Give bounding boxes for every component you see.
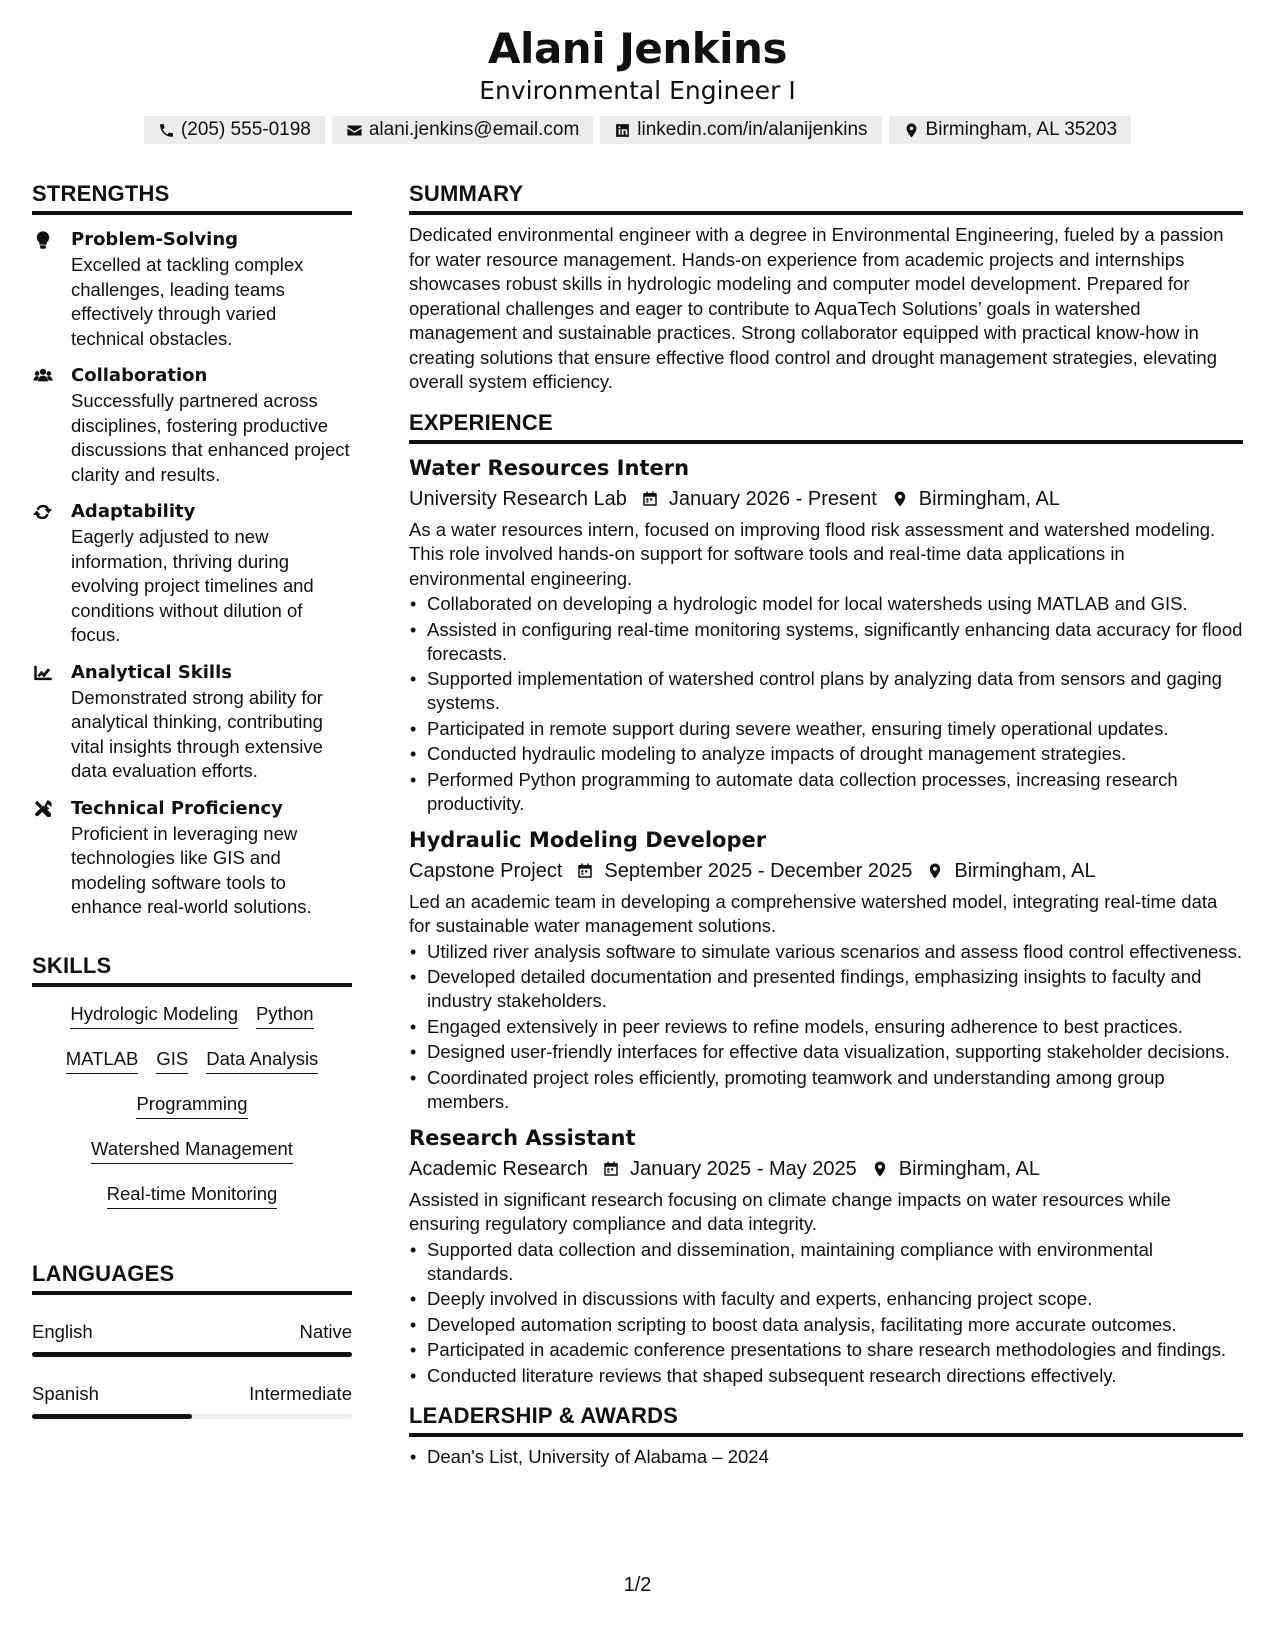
achievement-item: • Utilized river analysis software to simulate various scenarios and assess flood control effectiveness.: [409, 940, 1243, 964]
language-bar: [32, 1414, 352, 1419]
award-item: • Dean's List, University of Alabama – 2024: [409, 1445, 1243, 1469]
skill-row: [32, 1001, 352, 1046]
strength-item: [32, 227, 352, 351]
linkedin-icon: [614, 122, 631, 139]
skill-tag: Python: [256, 1001, 314, 1029]
skill-tag: Programming: [136, 1091, 247, 1119]
achievement-item: • Supported implementation of watershed control plans by analyzing data from sensors and gaging systems.: [409, 667, 1243, 715]
strength-desc: Eagerly adjusted to new information, thriving during evolving project timelines and conditions without dilution of focus.: [71, 526, 314, 645]
position-title: Research Assistant: [409, 1125, 636, 1150]
chart-line-icon: [33, 663, 53, 683]
envelope-icon: [346, 122, 363, 139]
calendar-icon: [602, 1160, 620, 1178]
map-pin-icon: [871, 1160, 889, 1178]
strength-desc: Successfully partnered across disciplines, fostering productive discussions that enhanced project clarity and results.: [71, 390, 350, 485]
contact-email[interactable]: [332, 116, 593, 144]
summary-heading: SUMMARY: [409, 180, 1243, 215]
map-pin-icon: [903, 122, 920, 139]
achievement-list: [409, 940, 1243, 1114]
strength-item: [32, 499, 352, 648]
left-column: [32, 180, 352, 1443]
strength-item: [32, 363, 352, 487]
language-bar: [32, 1352, 352, 1357]
job-location: Birmingham, AL: [954, 859, 1096, 882]
contact-email-text: alani.jenkins@email.com: [368, 119, 580, 140]
tools-icon: [33, 799, 53, 819]
phone-icon: [158, 122, 175, 139]
experience-entry: [409, 1124, 1243, 1388]
leadership-heading: LEADERSHIP & AWARDS: [409, 1402, 1243, 1437]
candidate-name: Alani Jenkins: [488, 24, 787, 73]
organization: Capstone Project: [409, 859, 563, 882]
achievement-item: • Assisted in configuring real-time monitoring systems, significantly enhancing data accuracy for flood forecasts.: [409, 618, 1243, 666]
skill-row: [32, 1046, 352, 1091]
job-title: Environmental Engineer I: [479, 76, 796, 105]
achievement-item: • Collaborated on developing a hydrologic model for local watersheds using MATLAB and GIS.: [409, 592, 1243, 616]
strength-title: Collaboration: [71, 365, 208, 386]
achievement-item: • Conducted hydraulic modeling to analyze impacts of drought management strategies.: [409, 742, 1243, 766]
achievement-item: • Designed user-friendly interfaces for effective data visualization, supporting stakeholder decisions.: [409, 1040, 1243, 1064]
achievement-item: • Deeply involved in discussions with faculty and experts, enhancing project scope.: [409, 1287, 1243, 1311]
map-pin-icon: [891, 490, 909, 508]
job-location: Birmingham, AL: [898, 1157, 1040, 1180]
achievement-item: • Supported data collection and dissemination, maintaining compliance with environmental standards.: [409, 1238, 1243, 1286]
date-range: September 2025 - December 2025: [604, 859, 913, 882]
strength-desc: Excelled at tackling complex challenges, leading teams effectively through varied technical obstacles.: [71, 254, 304, 349]
date-range: January 2026 - Present: [668, 487, 877, 510]
skills-list: [32, 1001, 352, 1226]
language-row: [32, 1319, 352, 1345]
strength-title: Adaptability: [71, 501, 196, 522]
organization: Academic Research: [409, 1157, 588, 1180]
job-location: Birmingham, AL: [918, 487, 1060, 510]
users-icon: [33, 366, 53, 386]
achievement-list: [409, 592, 1243, 816]
skill-tag: Hydrologic Modeling: [70, 1001, 238, 1029]
strength-title: Problem-Solving: [71, 229, 239, 250]
position-meta: [409, 484, 1243, 514]
awards-list: [409, 1445, 1243, 1469]
contact-bar: [0, 116, 1275, 144]
achievement-item: • Engaged extensively in peer reviews to refine models, ensuring adherence to best practices.: [409, 1015, 1243, 1039]
position-description: As a water resources intern, focused on improving flood risk assessment and watershed modeling. This role involved hands-on support for software tools and real-time data applications in environmental engineering.: [409, 518, 1216, 589]
experience-entry: [409, 454, 1243, 816]
organization: University Research Lab: [409, 487, 627, 510]
skill-tag: GIS: [156, 1046, 188, 1074]
strength-title: Technical Proficiency: [71, 797, 283, 819]
position-meta: [409, 1154, 1243, 1184]
achievement-item: • Developed detailed documentation and presented findings, emphasizing insights to faculty and industry stakeholders.: [409, 965, 1243, 1013]
strengths-heading: STRENGTHS: [32, 180, 352, 215]
experience-heading: EXPERIENCE: [409, 409, 1243, 444]
position-description: Led an academic team in developing a comprehensive watershed model, integrating real-time data for sustainable water management solutions.: [409, 890, 1218, 936]
position-description: Assisted in significant research focusing on climate change impacts on water resources while ensuring regulatory compliance and data integrity.: [409, 1188, 1171, 1234]
languages-list: [32, 1319, 352, 1419]
page-number: 1/2: [623, 1574, 652, 1596]
contact-linkedin[interactable]: [600, 116, 881, 144]
language-level: Intermediate: [249, 1382, 352, 1404]
skill-tag: MATLAB: [66, 1046, 139, 1074]
language-bar-fill: [32, 1352, 352, 1357]
contact-location: [889, 116, 1132, 144]
calendar-icon: [576, 862, 594, 880]
strength-item: [32, 796, 352, 920]
skill-row: [32, 1181, 352, 1226]
skills-heading: SKILLS: [32, 952, 352, 987]
achievement-item: • Participated in academic conference presentations to share research methodologies and findings.: [409, 1338, 1243, 1362]
strength-desc: Demonstrated strong ability for analytical thinking, contributing vital insights through extensive data evaluation efforts.: [71, 686, 323, 781]
position-meta: [409, 856, 1243, 886]
strength-desc: Proficient in leveraging new technologies like GIS and modeling software tools to enhance real-world solutions.: [71, 822, 312, 917]
map-pin-icon: [926, 862, 944, 880]
contact-location-text: Birmingham, AL 35203: [925, 119, 1118, 140]
contact-phone[interactable]: [144, 116, 325, 144]
date-range: January 2025 - May 2025: [629, 1157, 857, 1180]
languages-heading: LANGUAGES: [32, 1260, 352, 1295]
sync-icon: [33, 502, 53, 522]
achievement-list: [409, 1238, 1243, 1388]
strength-title: Analytical Skills: [71, 661, 232, 683]
experience-entry: [409, 826, 1243, 1114]
resume-header: [0, 22, 1275, 144]
achievement-item: • Participated in remote support during severe weather, ensuring timely operational updates.: [409, 717, 1243, 741]
skill-tag: Data Analysis: [206, 1046, 318, 1074]
position-title: Water Resources Intern: [409, 455, 690, 480]
language-row: [32, 1381, 352, 1407]
skill-row: [32, 1136, 352, 1181]
contact-linkedin-text: linkedin.com/in/alanijenkins: [637, 119, 868, 140]
lightbulb-icon: [33, 230, 53, 250]
language-name: Spanish: [32, 1382, 99, 1404]
skill-row: [32, 1091, 352, 1136]
achievement-item: • Performed Python programming to automate data collection processes, increasing research productivity.: [409, 768, 1243, 816]
strength-item: [32, 660, 352, 784]
right-column: [409, 180, 1243, 1470]
contact-phone-text: (205) 555-0198: [180, 119, 311, 140]
language-bar-fill: [32, 1414, 192, 1419]
achievement-item: • Coordinated project roles efficiently, promoting teamwork and understanding among group members.: [409, 1066, 1243, 1114]
skill-tag: Watershed Management: [91, 1136, 293, 1164]
achievement-item: • Developed automation scripting to boost data analysis, facilitating more accurate outcomes.: [409, 1313, 1243, 1337]
language-level: Native: [299, 1320, 352, 1342]
position-title: Hydraulic Modeling Developer: [409, 827, 767, 852]
calendar-icon: [641, 490, 659, 508]
summary-text: Dedicated environmental engineer with a degree in Environmental Engineering, fueled by a passion for water resource management. Hands-on experience from academic projects and internships showcases robust skills in hydrologic modeling and computer model development. Prepared for operational challenges and eager to contribute to AquaTech Solutions’ goals in watershed management and sustainable practices. Strong collaborator equipped with practical know-how in creating solutions that ensure effective flood control and drought management strategies, elevating overall system efficiency.: [409, 224, 1224, 392]
language-name: English: [32, 1320, 93, 1342]
achievement-item: • Conducted literature reviews that shaped subsequent research directions effectively.: [409, 1364, 1243, 1388]
skill-tag: Real-time Monitoring: [107, 1181, 278, 1209]
